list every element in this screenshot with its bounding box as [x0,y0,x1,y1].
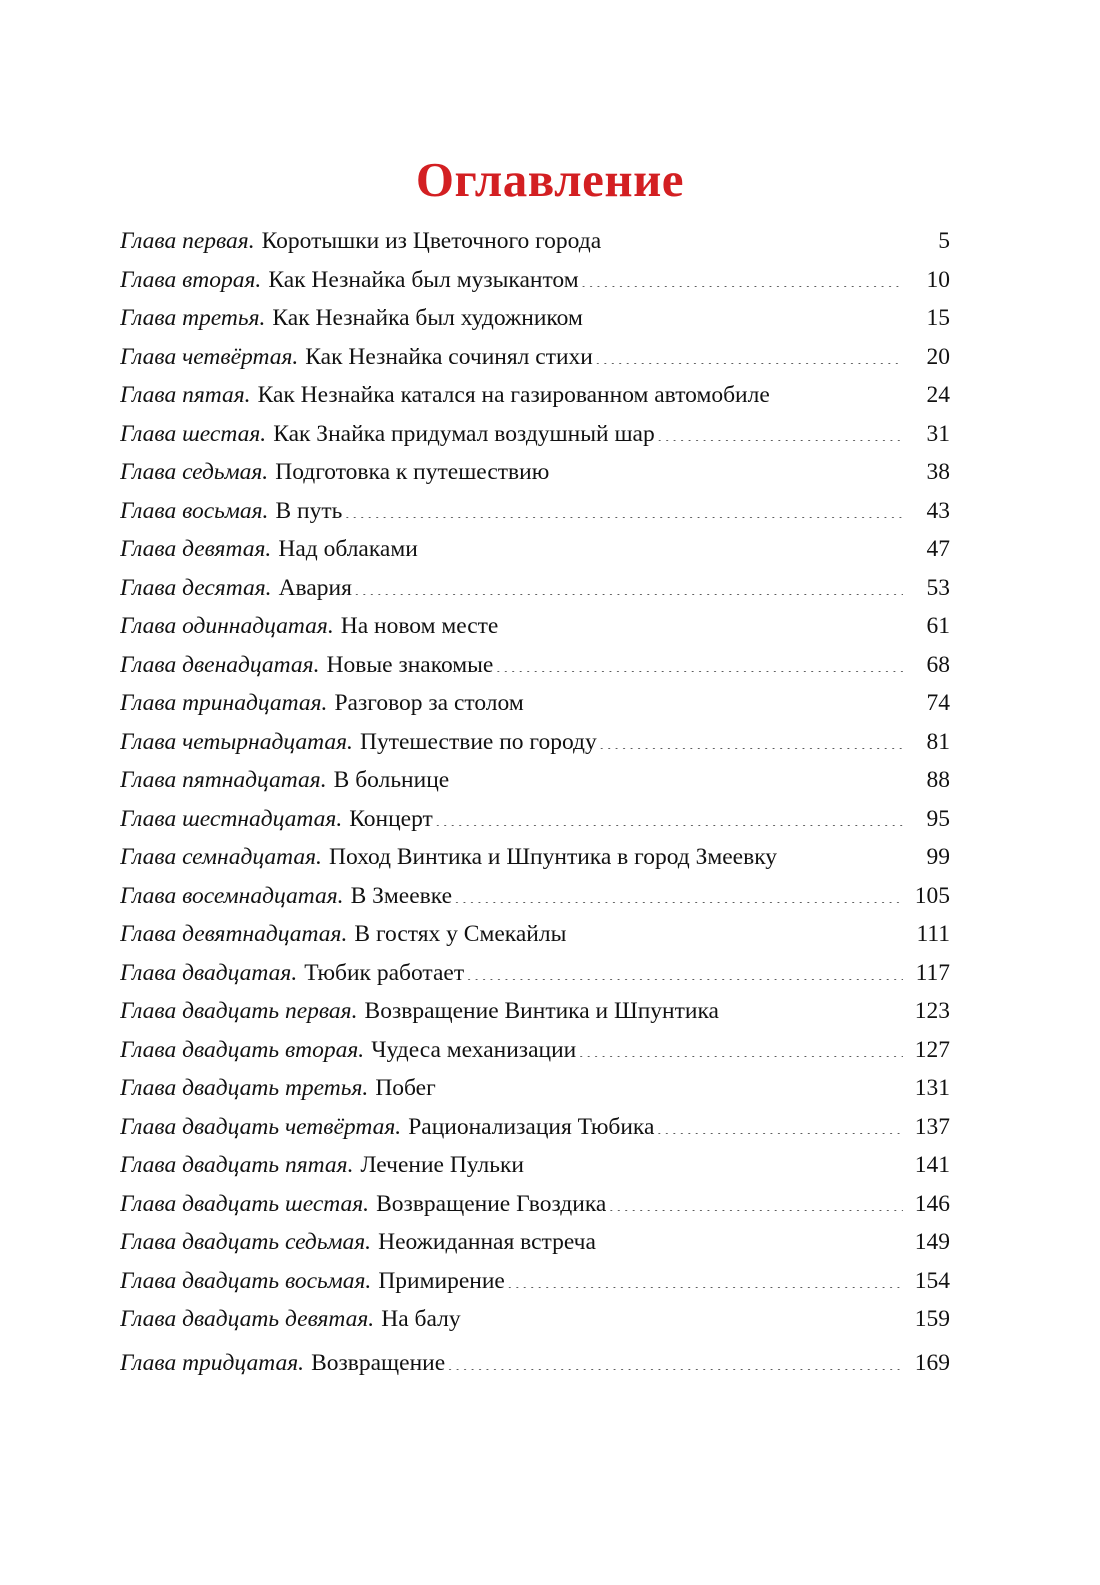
toc-entry-chapter: Глава двадцатая. [120,959,298,986]
toc-entry-chapter: Глава двадцать третья. [120,1075,369,1101]
toc-entry[interactable] [120,1344,950,1383]
toc-entry[interactable] [120,453,950,492]
toc-entry-page-number: 131 [914,1075,950,1101]
toc-entry-title: Побег [375,1075,436,1101]
toc-entry[interactable] [120,492,950,531]
toc-dot-leader [656,1110,903,1134]
toc-entry-title: В гостях у Смекайлы [354,921,567,947]
toc-entry[interactable] [120,1108,950,1147]
toc-entry-page-number: 53 [926,574,950,601]
toc-entry-chapter: Глава третья. [120,305,266,331]
toc-entry[interactable] [120,954,950,993]
toc-entry-chapter: Глава пятая. [120,382,251,408]
toc-entry-title: Тюбик работает [304,959,465,986]
toc-dot-leader [599,725,903,749]
toc-entry-title: Поход Винтика и Шпунтика в город Змеевку [328,844,778,870]
toc-entry-title: Чудеса механизации [371,1036,577,1063]
toc-entry-page-number: 5 [938,228,950,254]
toc-entry-title: Как Незнайка был музыкантом [268,266,579,293]
toc-entry[interactable] [120,1031,950,1070]
toc-entry[interactable] [120,800,950,839]
table-of-contents-list [120,222,950,1382]
toc-entry[interactable] [120,684,950,723]
toc-entry-page-number: 123 [914,998,950,1024]
toc-entry-chapter: Глава двадцать пятая. [120,1152,354,1178]
toc-entry-title: В Змеевке [350,882,453,909]
toc-dot-leader [354,571,903,595]
toc-entry-title: Как Незнайка сочинял стихи [305,343,593,370]
toc-entry-page-number: 117 [915,959,950,986]
toc-entry[interactable] [120,723,950,762]
toc-dot-leader [447,1346,903,1370]
toc-entry-page-number: 68 [926,651,950,678]
toc-dot-leader [568,918,903,942]
toc-entry-chapter: Глава двадцать шестая. [120,1190,370,1217]
toc-entry-chapter: Глава десятая. [120,574,272,601]
toc-entry[interactable] [120,530,950,569]
toc-entry-page-number: 47 [926,536,950,562]
toc-entry-chapter: Глава тридцатая. [120,1349,305,1376]
toc-dot-leader [451,764,903,788]
toc-entry-title: Подготовка к путешествию [275,459,550,485]
toc-entry-title: На балу [381,1306,461,1332]
toc-entry-title: Неожиданная встреча [378,1229,596,1255]
toc-entry-title: Над облаками [278,536,418,562]
toc-entry-page-number: 146 [914,1190,950,1217]
toc-entry[interactable] [120,1069,950,1108]
toc-entry-chapter: Глава первая. [120,228,255,254]
toc-dot-leader [581,263,903,287]
toc-entry-chapter: Глава шестнадцатая. [120,805,343,832]
toc-dot-leader [463,1303,903,1327]
toc-entry-title: Концерт [349,805,433,832]
toc-entry-title: Возвращение Гвоздика [376,1190,607,1217]
toc-entry[interactable] [120,1262,950,1301]
toc-entry-title: В путь [275,497,343,524]
toc-entry-title: Рационализация Тюбика [408,1113,655,1140]
toc-entry-title: Возвращение Винтика и Шпунтика [364,998,719,1024]
toc-entry-chapter: Глава двадцать первая. [120,998,358,1024]
toc-entry-chapter: Глава девятнадцатая. [120,921,348,947]
toc-entry-page-number: 81 [926,728,950,755]
toc-entry-page-number: 141 [914,1152,950,1178]
toc-entry-chapter: Глава седьмая. [120,459,269,485]
toc-entry[interactable] [120,338,950,377]
toc-entry-chapter: Глава вторая. [120,266,262,293]
toc-entry[interactable] [120,915,950,954]
toc-dot-leader [438,1072,903,1096]
toc-entry-title: Как Знайка придумал воздушный шар [273,420,655,447]
toc-entry-page-number: 61 [926,613,950,639]
toc-entry-title: Лечение Пульки [360,1152,524,1178]
toc-entry-title: Разговор за столом [334,690,524,716]
toc-entry-page-number: 99 [926,844,950,870]
toc-entry[interactable] [120,646,950,685]
toc-dot-leader [454,879,903,903]
toc-dot-leader [526,1149,903,1173]
toc-entry-chapter: Глава четырнадцатая. [120,728,353,755]
toc-dot-leader [721,995,903,1019]
toc-dot-leader [585,302,903,326]
toc-entry-title: Авария [278,574,352,601]
toc-entry-title: Как Незнайка был художником [272,305,583,331]
toc-entry-page-number: 88 [926,767,950,793]
toc-entry[interactable] [120,415,950,454]
toc-entry-page-number: 31 [926,420,950,447]
toc-entry[interactable] [120,376,950,415]
toc-entry-chapter: Глава семнадцатая. [120,844,322,870]
toc-dot-leader [772,379,903,403]
toc-dot-leader [598,1226,903,1250]
toc-entry-page-number: 137 [914,1113,950,1140]
toc-entry[interactable] [120,299,950,338]
toc-entry-page-number: 95 [926,805,950,832]
toc-entry-chapter: Глава двенадцатая. [120,651,320,678]
toc-entry[interactable] [120,1223,950,1262]
toc-entry-chapter: Глава двадцать седьмая. [120,1229,372,1255]
toc-entry-page-number: 159 [914,1306,950,1332]
toc-dot-leader [578,1033,903,1057]
toc-dot-leader [466,956,903,980]
toc-entry-chapter: Глава восемнадцатая. [120,882,344,909]
toc-dot-leader [551,456,903,480]
toc-dot-leader [526,687,903,711]
toc-dot-leader [420,533,903,557]
toc-entry-title: Как Незнайка катался на газированном автомобиле [257,382,770,408]
toc-entry-page-number: 15 [926,305,950,331]
toc-dot-leader [344,494,903,518]
toc-entry[interactable] [120,992,950,1031]
toc-entry-title: Коротышки из Цветочного города [261,228,602,254]
toc-dot-leader [435,802,903,826]
toc-entry[interactable] [120,761,950,800]
toc-entry-page-number: 169 [914,1349,950,1376]
toc-entry-page-number: 20 [926,343,950,370]
toc-entry-chapter: Глава тринадцатая. [120,690,328,716]
toc-entry[interactable] [120,222,950,261]
toc-dot-leader [657,417,903,441]
toc-dot-leader [603,225,903,249]
toc-entry-chapter: Глава одиннадцатая. [120,613,334,639]
toc-entry[interactable] [120,1185,950,1224]
toc-entry-chapter: Глава двадцать четвёртая. [120,1113,402,1140]
toc-entry[interactable] [120,877,950,916]
toc-entry-title: В больнице [333,767,450,793]
toc-entry-page-number: 24 [926,382,950,408]
toc-entry-page-number: 10 [926,266,950,293]
toc-entry-page-number: 127 [914,1036,950,1063]
page-title: Оглавление [415,151,685,207]
toc-entry-title: Примирение [378,1267,505,1294]
toc-entry[interactable] [120,607,950,646]
toc-entry-chapter: Глава пятнадцатая. [120,767,327,793]
toc-entry-page-number: 105 [914,882,950,909]
toc-entry-title: Новые знакомые [326,651,494,678]
toc-entry[interactable] [120,1146,950,1185]
toc-entry[interactable] [120,261,950,300]
toc-entry-page-number: 149 [914,1229,950,1255]
toc-entry-title: Возвращение [311,1349,446,1376]
toc-entry[interactable] [120,569,950,608]
toc-entry-title: Путешествие по городу [359,728,597,755]
toc-dot-leader [495,648,903,672]
toc-entry-page-number: 38 [926,459,950,485]
toc-entry[interactable] [120,838,950,877]
toc-dot-leader [500,610,903,634]
toc-entry-title: На новом месте [340,613,499,639]
toc-entry-page-number: 43 [926,497,950,524]
toc-entry-page-number: 111 [916,921,950,947]
toc-entry-chapter: Глава восьмая. [120,497,269,524]
toc-dot-leader [507,1264,903,1288]
toc-entry-chapter: Глава двадцать вторая. [120,1036,365,1063]
toc-dot-leader [608,1187,903,1211]
toc-entry-page-number: 154 [914,1267,950,1294]
toc-entry-chapter: Глава девятая. [120,536,272,562]
toc-dot-leader [595,340,903,364]
toc-dot-leader [779,841,903,865]
toc-entry-page-number: 74 [926,690,950,716]
toc-entry-chapter: Глава двадцать восьмая. [120,1267,372,1294]
toc-entry-chapter: Глава двадцать девятая. [120,1306,375,1332]
toc-entry-chapter: Глава четвёртая. [120,343,299,370]
toc-entry-chapter: Глава шестая. [120,420,267,447]
toc-entry[interactable] [120,1300,950,1339]
